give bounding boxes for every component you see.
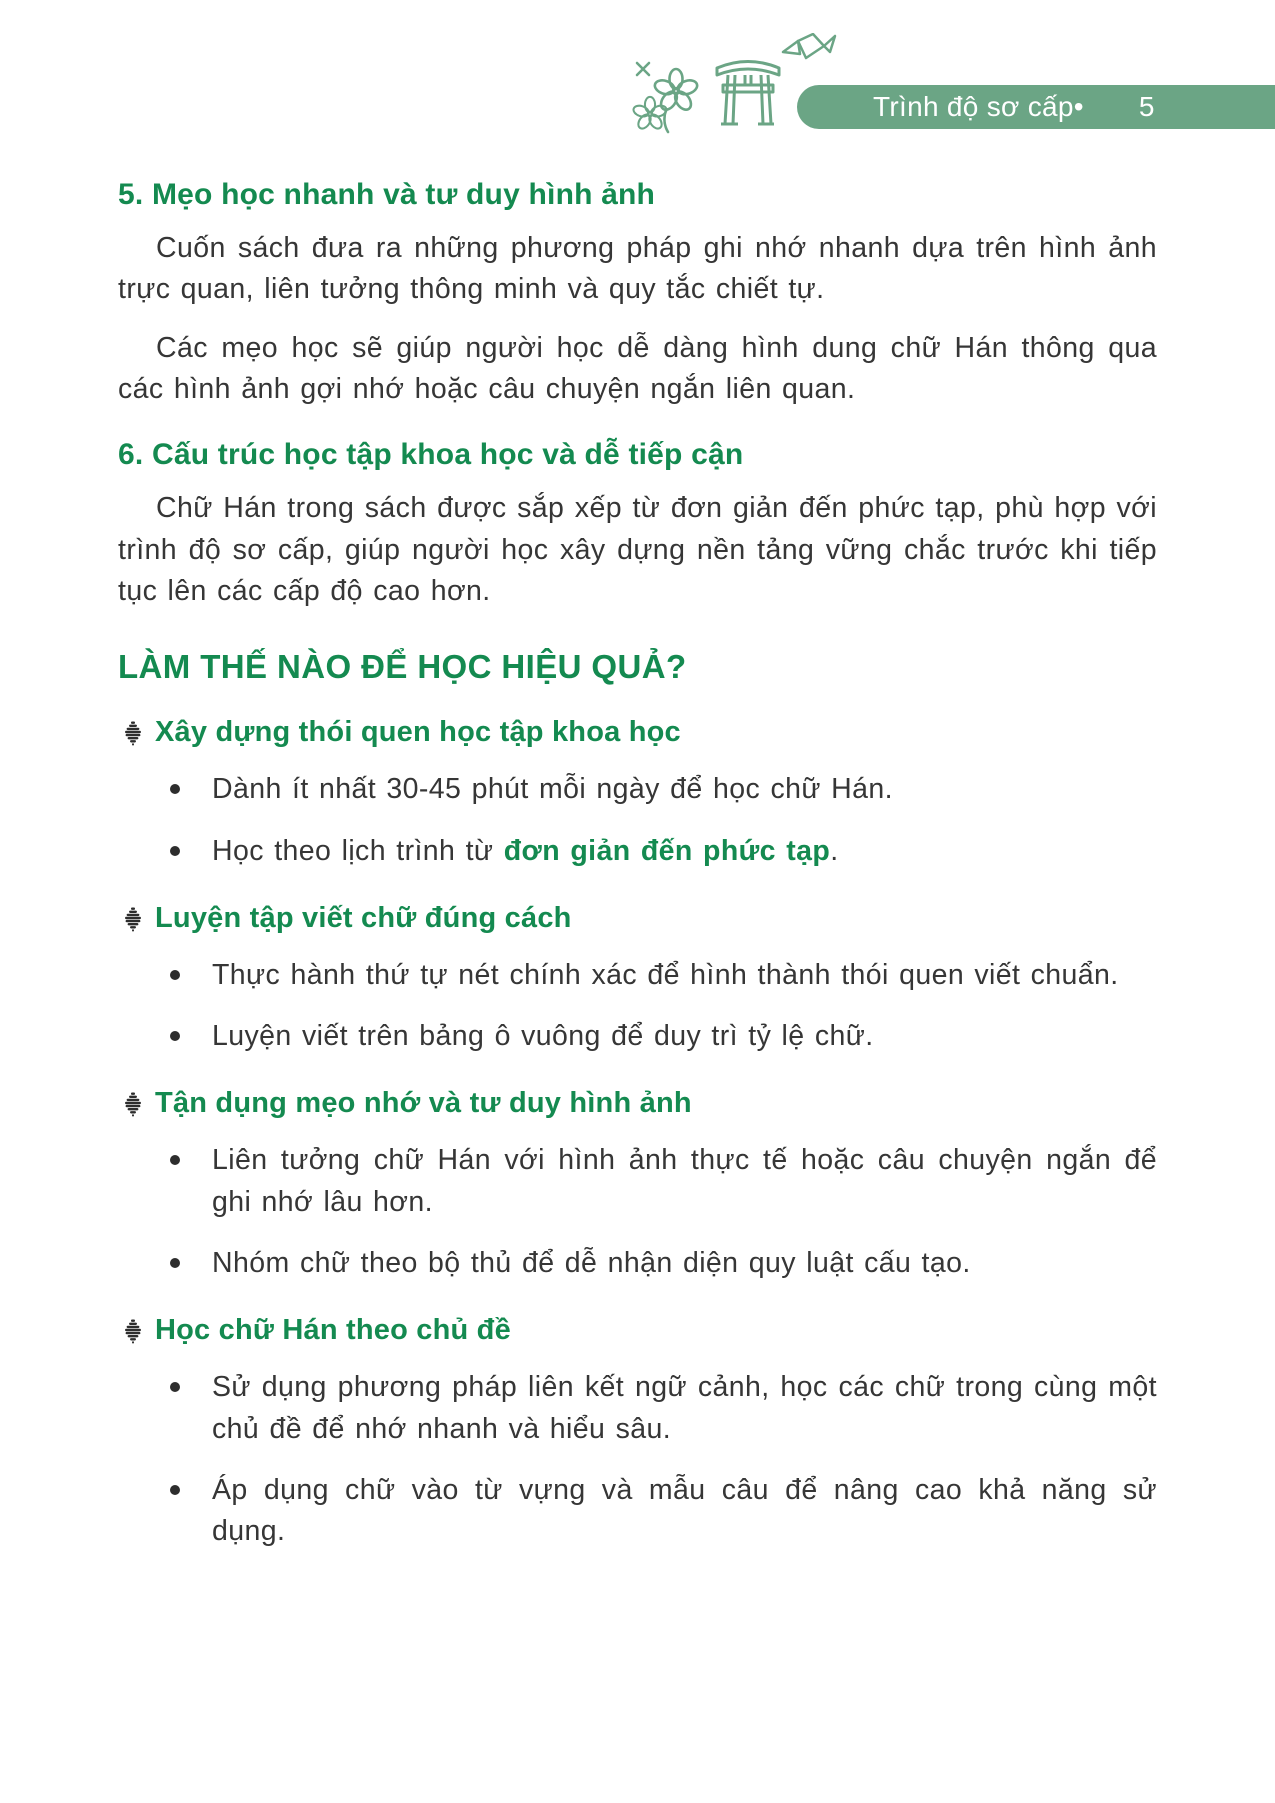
study-tip-group [118, 1314, 1157, 1552]
highlighted-phrase: đơn giản đến phức tạp [503, 834, 831, 867]
group-heading-row [118, 1314, 1157, 1347]
lantern-bullet-icon [124, 1319, 142, 1344]
list-item [118, 955, 1157, 996]
list-item-text: Sử dụng phương pháp liên kết ngữ cảnh, học các chữ trong cùng một chủ đề để nhớ nhanh và hiểu sâu. [212, 1371, 1157, 1445]
list-item [118, 1140, 1157, 1223]
bullet-dot-icon [170, 1382, 180, 1392]
origami-crane-icon [780, 33, 838, 71]
list-item-text: Liên tưởng chữ Hán với hình ảnh thực tế hoặc câu chuyện ngắn để ghi nhớ lâu hơn. [212, 1144, 1157, 1218]
how-to-study-heading: LÀM THẾ NÀO ĐỂ HỌC HIỆU QUẢ? [118, 648, 687, 686]
bullet-dot-icon [170, 784, 180, 794]
bullet-dot-icon [170, 846, 180, 856]
list-item [118, 1016, 1157, 1057]
lantern-bullet-icon [124, 907, 142, 932]
group-heading: Luyện tập viết chữ đúng cách [155, 901, 572, 934]
bullet-dot-icon [170, 970, 180, 980]
group-heading: Xây dựng thói quen học tập khoa học [155, 716, 681, 749]
list-item-text [212, 831, 1157, 872]
list-item [118, 1470, 1157, 1553]
section-6-heading: 6. Cấu trúc học tập khoa học và dễ tiếp cận [118, 438, 744, 472]
page-number: 5 [1138, 91, 1155, 122]
bullet-dot-icon [170, 1258, 180, 1268]
list-item [118, 769, 1157, 810]
list-item-text-suffix: . [830, 834, 839, 867]
group-heading: Học chữ Hán theo chủ đề [155, 1314, 511, 1347]
section-5-heading: 5. Mẹo học nhanh và tư duy hình ảnh [118, 178, 656, 211]
list-item-text-prefix: Học theo lịch trình từ [212, 834, 504, 867]
paragraph: Cuốn sách đưa ra những phương pháp ghi nhớ nhanh dựa trên hình ảnh trực quan, liên tưởng thông minh và quy tắc chiết tự. [118, 232, 1157, 306]
lantern-bullet-icon [124, 1092, 142, 1117]
list-item [118, 831, 1157, 872]
level-banner [797, 85, 1275, 129]
page-content [118, 150, 1157, 1553]
list-item [118, 1243, 1157, 1284]
lantern-bullet-icon [124, 721, 142, 746]
page-header [0, 0, 1275, 150]
group-heading-row [118, 902, 1157, 935]
group-heading-row [118, 1087, 1157, 1120]
list-item-text: Áp dụng chữ vào từ vựng và mẫu câu để nâng cao khả năng sử dụng. [212, 1474, 1157, 1548]
study-tip-group [118, 902, 1157, 1058]
study-tip-group [118, 716, 1157, 872]
list-item-text: Dành ít nhất 30-45 phút mỗi ngày để học chữ Hán. [212, 773, 893, 806]
bullet-dot-icon [170, 1485, 180, 1495]
paragraph: Chữ Hán trong sách được sắp xếp từ đơn giản đến phức tạp, phù hợp với trình độ sơ cấp, giúp người học xây dựng nền tảng vững chắc trước khi tiếp tục lên các cấp độ cao hơn. [118, 492, 1157, 607]
list-item-text: Nhóm chữ theo bộ thủ để dễ nhận diện quy luật cấu tạo. [212, 1247, 971, 1280]
bullet-dot-icon [170, 1031, 180, 1041]
bullet-dot-icon [170, 1155, 180, 1165]
list-item-text: Thực hành thứ tự nét chính xác để hình thành thói quen viết chuẩn. [212, 958, 1119, 991]
list-item-text: Luyện viết trên bảng ô vuông để duy trì tỷ lệ chữ. [212, 1020, 874, 1053]
study-tip-group [118, 1087, 1157, 1284]
group-heading: Tận dụng mẹo nhớ và tư duy hình ảnh [155, 1087, 692, 1120]
level-label: Trình độ sơ cấp• [873, 91, 1084, 122]
group-heading-row [118, 716, 1157, 749]
list-item [118, 1367, 1157, 1450]
sakura-icon [628, 58, 700, 134]
torii-gate-icon [714, 52, 782, 128]
paragraph: Các mẹo học sẽ giúp người học dễ dàng hình dung chữ Hán thông qua các hình ảnh gợi nhớ hoặc câu chuyện ngắn liên quan. [118, 331, 1157, 405]
